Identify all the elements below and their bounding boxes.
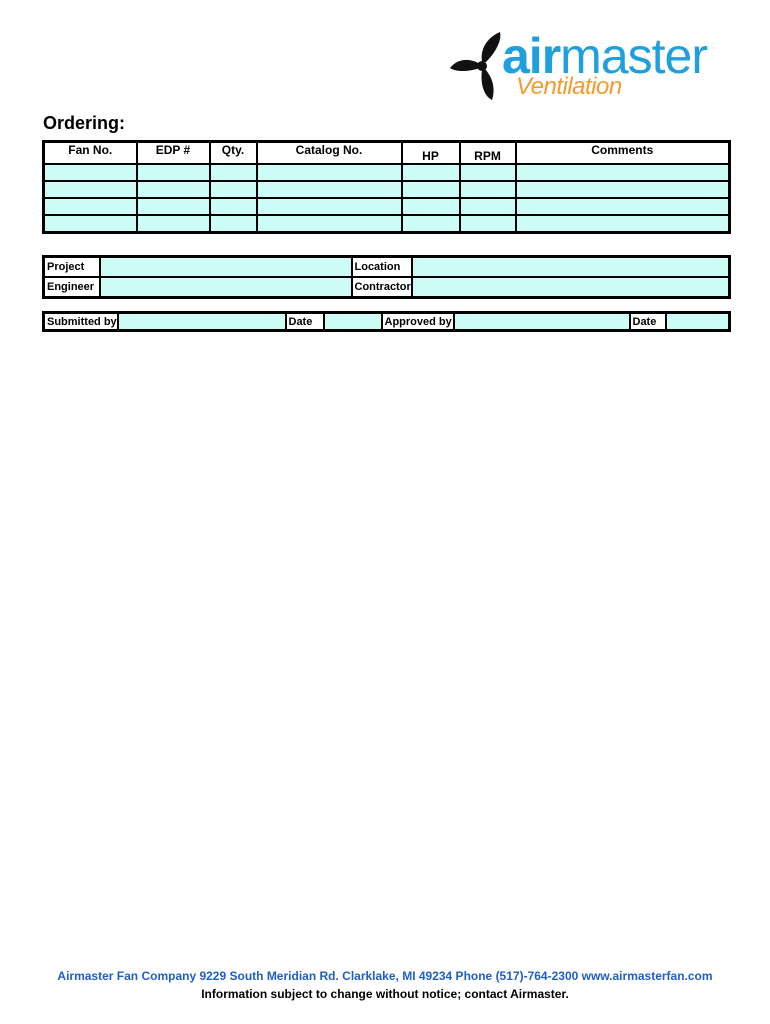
table-row	[44, 215, 730, 233]
rpm-cell[interactable]	[460, 198, 516, 215]
qty-cell[interactable]	[210, 215, 257, 233]
brand-air: air	[502, 28, 561, 84]
catalog-no-cell[interactable]	[257, 164, 402, 181]
approved-by-label: Approved by	[382, 313, 454, 331]
ordering-table	[42, 140, 731, 234]
submitted-by-field[interactable]	[118, 313, 286, 331]
engineer-field[interactable]	[100, 277, 352, 298]
submitted-date-field[interactable]	[324, 313, 382, 331]
approved-date-label: Date	[630, 313, 666, 331]
ordering-header-row	[44, 142, 730, 165]
table-row	[44, 181, 730, 198]
company-address-line: Airmaster Fan Company 9229 South Meridian Rd. Clarklake, MI 49234 Phone (517)-764-2300 www.airmasterfan.com	[57, 969, 713, 983]
submitted-by-label: Submitted by	[44, 313, 118, 331]
project-field[interactable]	[100, 257, 352, 278]
col-comments: Comments	[516, 142, 730, 165]
signoff-row	[44, 313, 730, 331]
hp-cell[interactable]	[402, 215, 460, 233]
table-row	[44, 164, 730, 181]
table-row	[44, 198, 730, 215]
project-row	[44, 257, 730, 278]
edp-cell[interactable]	[137, 215, 210, 233]
engineer-row	[44, 277, 730, 298]
fan-no-cell[interactable]	[44, 181, 137, 198]
brand-tagline: Ventilation	[516, 73, 622, 100]
engineer-label: Engineer	[44, 277, 100, 298]
contractor-label: Contractor	[352, 277, 412, 298]
hp-cell[interactable]	[402, 198, 460, 215]
comments-cell[interactable]	[516, 181, 730, 198]
hp-cell[interactable]	[402, 181, 460, 198]
qty-cell[interactable]	[210, 198, 257, 215]
location-label: Location	[352, 257, 412, 278]
col-hp: HP	[402, 142, 460, 165]
col-rpm: RPM	[460, 142, 516, 165]
approved-date-field[interactable]	[666, 313, 730, 331]
qty-cell[interactable]	[210, 181, 257, 198]
fan-no-cell[interactable]	[44, 164, 137, 181]
ordering-title: Ordering:	[43, 113, 126, 133]
location-field[interactable]	[412, 257, 730, 278]
comments-cell[interactable]	[516, 164, 730, 181]
airmaster-logo	[446, 28, 746, 104]
fan-no-cell[interactable]	[44, 215, 137, 233]
col-catalog-no: Catalog No.	[257, 142, 402, 165]
project-info-table	[42, 255, 731, 299]
approved-by-field[interactable]	[454, 313, 630, 331]
comments-cell[interactable]	[516, 215, 730, 233]
edp-cell[interactable]	[137, 181, 210, 198]
rpm-cell[interactable]	[460, 215, 516, 233]
rpm-cell[interactable]	[460, 181, 516, 198]
signoff-table	[42, 311, 731, 332]
catalog-no-cell[interactable]	[257, 198, 402, 215]
contractor-field[interactable]	[412, 277, 730, 298]
col-edp: EDP #	[137, 142, 210, 165]
fan-no-cell[interactable]	[44, 198, 137, 215]
col-fan-no: Fan No.	[44, 142, 137, 165]
project-label: Project	[44, 257, 100, 278]
rpm-cell[interactable]	[460, 164, 516, 181]
catalog-no-cell[interactable]	[257, 181, 402, 198]
edp-cell[interactable]	[137, 198, 210, 215]
col-qty: Qty.	[210, 142, 257, 165]
qty-cell[interactable]	[210, 164, 257, 181]
hp-cell[interactable]	[402, 164, 460, 181]
notice-line: Information subject to change without notice; contact Airmaster.	[201, 987, 569, 1001]
submitted-date-label: Date	[286, 313, 324, 331]
brand-master: master	[560, 28, 707, 84]
edp-cell[interactable]	[137, 164, 210, 181]
comments-cell[interactable]	[516, 198, 730, 215]
catalog-no-cell[interactable]	[257, 215, 402, 233]
